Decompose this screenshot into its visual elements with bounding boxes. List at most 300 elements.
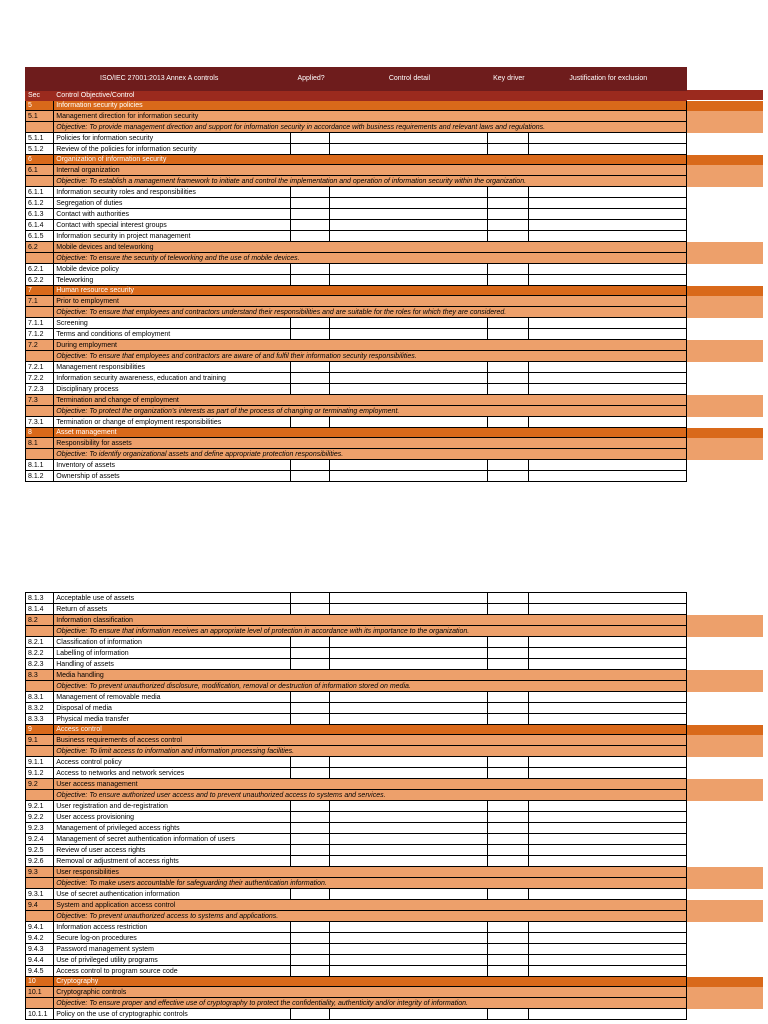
row-label: Disciplinary process bbox=[54, 384, 291, 395]
row-number: 9.4.5 bbox=[26, 966, 54, 977]
key-driver-cell[interactable] bbox=[488, 823, 528, 834]
justification-cell[interactable] bbox=[528, 198, 686, 209]
key-driver-cell[interactable] bbox=[488, 637, 528, 648]
applied-cell[interactable] bbox=[291, 637, 329, 648]
row-band-extension bbox=[687, 779, 763, 790]
subsection-row bbox=[26, 165, 687, 176]
row-number: 8.2 bbox=[26, 615, 54, 626]
subsection-row bbox=[26, 615, 687, 626]
row-number: 9.4.4 bbox=[26, 955, 54, 966]
key-driver-cell[interactable] bbox=[488, 955, 528, 966]
key-driver-cell[interactable] bbox=[488, 768, 528, 779]
justification-cell[interactable] bbox=[528, 417, 686, 428]
control-detail-cell[interactable] bbox=[329, 220, 487, 231]
justification-cell[interactable] bbox=[528, 604, 686, 615]
row-number: 8.1.3 bbox=[26, 593, 54, 604]
key-driver-cell[interactable] bbox=[488, 757, 528, 768]
key-driver-cell[interactable] bbox=[488, 714, 528, 725]
applied-cell[interactable] bbox=[291, 834, 329, 845]
row-number: 6.2.2 bbox=[26, 275, 54, 286]
justification-cell[interactable] bbox=[528, 648, 686, 659]
key-driver-cell[interactable] bbox=[488, 812, 528, 823]
row-number bbox=[26, 790, 54, 801]
control-row bbox=[26, 471, 687, 482]
control-row bbox=[26, 757, 687, 768]
control-row bbox=[26, 889, 687, 900]
row-label: Policy on the use of cryptographic controls bbox=[54, 1009, 291, 1020]
control-detail-cell[interactable] bbox=[329, 373, 487, 384]
key-driver-cell[interactable] bbox=[488, 417, 528, 428]
key-driver-cell[interactable] bbox=[488, 889, 528, 900]
header-key-driver: Key driver bbox=[488, 68, 528, 91]
control-detail-cell[interactable] bbox=[329, 362, 487, 373]
applied-cell[interactable] bbox=[291, 471, 329, 482]
row-label: Media handling bbox=[54, 670, 687, 681]
control-detail-cell[interactable] bbox=[329, 417, 487, 428]
control-row bbox=[26, 187, 687, 198]
objective-text: Objective: To ensure proper and effective use of cryptography to protect the confidentiality, authenticity and/or integrity of information. bbox=[54, 998, 687, 1009]
control-detail-cell[interactable] bbox=[329, 384, 487, 395]
justification-cell[interactable] bbox=[528, 264, 686, 275]
control-detail-cell[interactable] bbox=[329, 460, 487, 471]
objective-row bbox=[26, 351, 687, 362]
row-number bbox=[26, 351, 54, 362]
row-label: Access to networks and network services bbox=[54, 768, 291, 779]
table-subheader-row bbox=[26, 91, 687, 101]
control-row bbox=[26, 318, 687, 329]
control-detail-cell[interactable] bbox=[329, 823, 487, 834]
row-number: 6.2.1 bbox=[26, 264, 54, 275]
applied-cell[interactable] bbox=[291, 362, 329, 373]
objective-row bbox=[26, 878, 687, 889]
key-driver-cell[interactable] bbox=[488, 944, 528, 955]
row-band-extension bbox=[687, 340, 763, 351]
row-label: Removal or adjustment of access rights bbox=[54, 856, 291, 867]
justification-cell[interactable] bbox=[528, 593, 686, 604]
key-driver-cell[interactable] bbox=[488, 373, 528, 384]
row-number: 8.1 bbox=[26, 438, 54, 449]
control-row bbox=[26, 593, 687, 604]
control-detail-cell[interactable] bbox=[329, 471, 487, 482]
control-detail-cell[interactable] bbox=[329, 692, 487, 703]
applied-cell[interactable] bbox=[291, 220, 329, 231]
row-number: 6 bbox=[26, 155, 54, 165]
row-number: 7.3.1 bbox=[26, 417, 54, 428]
key-driver-cell[interactable] bbox=[488, 1009, 528, 1020]
row-label: Organization of information security bbox=[54, 155, 687, 165]
control-row bbox=[26, 460, 687, 471]
applied-cell[interactable] bbox=[291, 373, 329, 384]
objective-text: Objective: To ensure the security of teleworking and the use of mobile devices. bbox=[54, 253, 687, 264]
row-band-extension bbox=[687, 165, 763, 176]
row-number: 9.4.1 bbox=[26, 922, 54, 933]
applied-cell[interactable] bbox=[291, 966, 329, 977]
section-row bbox=[26, 428, 687, 438]
applied-cell[interactable] bbox=[291, 856, 329, 867]
objective-text: Objective: To prevent unauthorized disclosure, modification, removal or destruction of information stored on media. bbox=[54, 681, 687, 692]
control-detail-cell[interactable] bbox=[329, 966, 487, 977]
justification-cell[interactable] bbox=[528, 757, 686, 768]
control-detail-cell[interactable] bbox=[329, 1009, 487, 1020]
control-row bbox=[26, 231, 687, 242]
applied-cell[interactable] bbox=[291, 801, 329, 812]
control-detail-cell[interactable] bbox=[329, 856, 487, 867]
row-label: Information classification bbox=[54, 615, 687, 626]
control-row bbox=[26, 812, 687, 823]
objective-text: Objective: To prevent unauthorized access to systems and applications. bbox=[54, 911, 687, 922]
control-detail-cell[interactable] bbox=[329, 231, 487, 242]
row-number bbox=[26, 681, 54, 692]
objective-row bbox=[26, 626, 687, 637]
row-band-extension bbox=[687, 122, 763, 133]
control-detail-cell[interactable] bbox=[329, 318, 487, 329]
control-row bbox=[26, 209, 687, 220]
row-number: 7.1.2 bbox=[26, 329, 54, 340]
applied-cell[interactable] bbox=[291, 460, 329, 471]
control-row bbox=[26, 373, 687, 384]
control-detail-cell[interactable] bbox=[329, 922, 487, 933]
header-control-detail: Control detail bbox=[329, 68, 487, 91]
applied-cell[interactable] bbox=[291, 144, 329, 155]
key-driver-cell[interactable] bbox=[488, 801, 528, 812]
row-number: 9.1.2 bbox=[26, 768, 54, 779]
control-row bbox=[26, 637, 687, 648]
key-driver-cell[interactable] bbox=[488, 856, 528, 867]
objective-text: Objective: To make users accountable for safeguarding their authentication information. bbox=[54, 878, 687, 889]
applied-cell[interactable] bbox=[291, 933, 329, 944]
control-detail-cell[interactable] bbox=[329, 889, 487, 900]
row-label: Human resource security bbox=[54, 286, 687, 296]
justification-cell[interactable] bbox=[528, 834, 686, 845]
key-driver-cell[interactable] bbox=[488, 209, 528, 220]
applied-cell[interactable] bbox=[291, 231, 329, 242]
applied-cell[interactable] bbox=[291, 955, 329, 966]
control-detail-cell[interactable] bbox=[329, 659, 487, 670]
control-detail-cell[interactable] bbox=[329, 604, 487, 615]
row-band-extension bbox=[687, 998, 763, 1009]
control-row bbox=[26, 692, 687, 703]
key-driver-cell[interactable] bbox=[488, 966, 528, 977]
applied-cell[interactable] bbox=[291, 812, 329, 823]
control-detail-cell[interactable] bbox=[329, 834, 487, 845]
applied-cell[interactable] bbox=[291, 318, 329, 329]
key-driver-cell[interactable] bbox=[488, 834, 528, 845]
control-row bbox=[26, 845, 687, 856]
header-title: ISO/IEC 27001:2013 Annex A controls bbox=[26, 68, 291, 91]
row-label: Business requirements of access control bbox=[54, 735, 687, 746]
row-band-extension bbox=[687, 670, 763, 681]
applied-cell[interactable] bbox=[291, 384, 329, 395]
key-driver-cell[interactable] bbox=[488, 264, 528, 275]
row-number: 9.2.2 bbox=[26, 812, 54, 823]
justification-cell[interactable] bbox=[528, 460, 686, 471]
annex-a-table-page-1 bbox=[25, 67, 687, 482]
control-detail-cell[interactable] bbox=[329, 187, 487, 198]
section-row bbox=[26, 725, 687, 735]
row-label: Information access restriction bbox=[54, 922, 291, 933]
row-number: 9 bbox=[26, 725, 54, 735]
control-detail-cell[interactable] bbox=[329, 133, 487, 144]
key-driver-cell[interactable] bbox=[488, 220, 528, 231]
row-band-extension bbox=[687, 790, 763, 801]
justification-cell[interactable] bbox=[528, 362, 686, 373]
control-detail-cell[interactable] bbox=[329, 714, 487, 725]
justification-cell[interactable] bbox=[528, 845, 686, 856]
control-detail-cell[interactable] bbox=[329, 144, 487, 155]
row-number: 8.3.3 bbox=[26, 714, 54, 725]
control-row bbox=[26, 264, 687, 275]
applied-cell[interactable] bbox=[291, 944, 329, 955]
applied-cell[interactable] bbox=[291, 417, 329, 428]
control-detail-cell[interactable] bbox=[329, 757, 487, 768]
justification-cell[interactable] bbox=[528, 944, 686, 955]
applied-cell[interactable] bbox=[291, 845, 329, 856]
justification-cell[interactable] bbox=[528, 856, 686, 867]
row-number bbox=[26, 307, 54, 318]
control-row bbox=[26, 329, 687, 340]
justification-cell[interactable] bbox=[528, 966, 686, 977]
control-detail-cell[interactable] bbox=[329, 264, 487, 275]
justification-cell[interactable] bbox=[528, 889, 686, 900]
justification-cell[interactable] bbox=[528, 714, 686, 725]
control-detail-cell[interactable] bbox=[329, 648, 487, 659]
justification-cell[interactable] bbox=[528, 703, 686, 714]
row-label: Access control bbox=[54, 725, 687, 735]
row-number bbox=[26, 122, 54, 133]
row-number: 9.2.5 bbox=[26, 845, 54, 856]
justification-cell[interactable] bbox=[528, 187, 686, 198]
row-label: Disposal of media bbox=[54, 703, 291, 714]
section-row bbox=[26, 101, 687, 111]
control-row bbox=[26, 648, 687, 659]
justification-cell[interactable] bbox=[528, 275, 686, 286]
objective-text: Objective: To protect the organization's interests as part of the process of changing or terminating employment. bbox=[54, 406, 687, 417]
control-detail-cell[interactable] bbox=[329, 209, 487, 220]
objective-row bbox=[26, 911, 687, 922]
control-detail-cell[interactable] bbox=[329, 703, 487, 714]
applied-cell[interactable] bbox=[291, 133, 329, 144]
control-detail-cell[interactable] bbox=[329, 198, 487, 209]
row-label: Use of privileged utility programs bbox=[54, 955, 291, 966]
row-label: Management direction for information security bbox=[54, 111, 687, 122]
subsection-row bbox=[26, 395, 687, 406]
row-number: 6.1.2 bbox=[26, 198, 54, 209]
applied-cell[interactable] bbox=[291, 209, 329, 220]
row-number: 8.3 bbox=[26, 670, 54, 681]
applied-cell[interactable] bbox=[291, 264, 329, 275]
applied-cell[interactable] bbox=[291, 187, 329, 198]
row-band-extension bbox=[687, 449, 763, 460]
applied-cell[interactable] bbox=[291, 889, 329, 900]
key-driver-cell[interactable] bbox=[488, 703, 528, 714]
row-number bbox=[26, 253, 54, 264]
row-number bbox=[26, 998, 54, 1009]
justification-cell[interactable] bbox=[528, 637, 686, 648]
justification-cell[interactable] bbox=[528, 922, 686, 933]
applied-cell[interactable] bbox=[291, 768, 329, 779]
applied-cell[interactable] bbox=[291, 1009, 329, 1020]
justification-cell[interactable] bbox=[528, 231, 686, 242]
key-driver-cell[interactable] bbox=[488, 648, 528, 659]
control-detail-cell[interactable] bbox=[329, 768, 487, 779]
subheader-sec: Sec bbox=[26, 91, 54, 101]
row-label: Responsibility for assets bbox=[54, 438, 687, 449]
objective-text: Objective: To ensure that employees and contractors are aware of and fulfil their information security responsibilities. bbox=[54, 351, 687, 362]
justification-cell[interactable] bbox=[528, 133, 686, 144]
key-driver-cell[interactable] bbox=[488, 144, 528, 155]
table-header-row bbox=[26, 68, 687, 91]
objective-row bbox=[26, 122, 687, 133]
control-detail-cell[interactable] bbox=[329, 955, 487, 966]
control-detail-cell[interactable] bbox=[329, 812, 487, 823]
justification-cell[interactable] bbox=[528, 209, 686, 220]
control-row bbox=[26, 922, 687, 933]
key-driver-cell[interactable] bbox=[488, 133, 528, 144]
justification-cell[interactable] bbox=[528, 823, 686, 834]
key-driver-cell[interactable] bbox=[488, 593, 528, 604]
justification-cell[interactable] bbox=[528, 768, 686, 779]
subsection-row bbox=[26, 900, 687, 911]
row-number: 8.1.2 bbox=[26, 471, 54, 482]
justification-cell[interactable] bbox=[528, 801, 686, 812]
objective-row bbox=[26, 998, 687, 1009]
row-band-extension bbox=[687, 977, 763, 987]
applied-cell[interactable] bbox=[291, 198, 329, 209]
row-number bbox=[26, 878, 54, 889]
row-number: 9.3 bbox=[26, 867, 54, 878]
key-driver-cell[interactable] bbox=[488, 198, 528, 209]
justification-cell[interactable] bbox=[528, 659, 686, 670]
row-number: 9.2.4 bbox=[26, 834, 54, 845]
justification-cell[interactable] bbox=[528, 471, 686, 482]
control-detail-cell[interactable] bbox=[329, 637, 487, 648]
row-number bbox=[26, 176, 54, 187]
justification-cell[interactable] bbox=[528, 812, 686, 823]
applied-cell[interactable] bbox=[291, 659, 329, 670]
justification-cell[interactable] bbox=[528, 318, 686, 329]
row-label: Contact with special interest groups bbox=[54, 220, 291, 231]
applied-cell[interactable] bbox=[291, 922, 329, 933]
control-detail-cell[interactable] bbox=[329, 944, 487, 955]
row-number: 8.3.1 bbox=[26, 692, 54, 703]
objective-row bbox=[26, 176, 687, 187]
justification-cell[interactable] bbox=[528, 933, 686, 944]
control-detail-cell[interactable] bbox=[329, 275, 487, 286]
key-driver-cell[interactable] bbox=[488, 460, 528, 471]
applied-cell[interactable] bbox=[291, 329, 329, 340]
justification-cell[interactable] bbox=[528, 384, 686, 395]
row-band-extension bbox=[687, 746, 763, 757]
applied-cell[interactable] bbox=[291, 648, 329, 659]
objective-text: Objective: To ensure that information receives an appropriate level of protection in accordance with its importance to the organization. bbox=[54, 626, 687, 637]
row-label: Ownership of assets bbox=[54, 471, 291, 482]
applied-cell[interactable] bbox=[291, 703, 329, 714]
key-driver-cell[interactable] bbox=[488, 318, 528, 329]
applied-cell[interactable] bbox=[291, 757, 329, 768]
key-driver-cell[interactable] bbox=[488, 933, 528, 944]
applied-cell[interactable] bbox=[291, 714, 329, 725]
key-driver-cell[interactable] bbox=[488, 922, 528, 933]
key-driver-cell[interactable] bbox=[488, 471, 528, 482]
row-label: Classification of information bbox=[54, 637, 291, 648]
row-band-extension bbox=[687, 681, 763, 692]
row-number: 8.1.4 bbox=[26, 604, 54, 615]
key-driver-cell[interactable] bbox=[488, 275, 528, 286]
applied-cell[interactable] bbox=[291, 823, 329, 834]
applied-cell[interactable] bbox=[291, 604, 329, 615]
justification-cell[interactable] bbox=[528, 692, 686, 703]
justification-cell[interactable] bbox=[528, 329, 686, 340]
row-number bbox=[26, 626, 54, 637]
justification-cell[interactable] bbox=[528, 144, 686, 155]
row-number: 9.2.6 bbox=[26, 856, 54, 867]
row-label: Segregation of duties bbox=[54, 198, 291, 209]
subsection-row bbox=[26, 779, 687, 790]
row-label: Labelling of information bbox=[54, 648, 291, 659]
key-driver-cell[interactable] bbox=[488, 604, 528, 615]
row-band-extension bbox=[687, 351, 763, 362]
control-detail-cell[interactable] bbox=[329, 329, 487, 340]
row-band-extension bbox=[687, 626, 763, 637]
key-driver-cell[interactable] bbox=[488, 329, 528, 340]
row-band-extension bbox=[687, 735, 763, 746]
subsection-row bbox=[26, 735, 687, 746]
justification-cell[interactable] bbox=[528, 1009, 686, 1020]
key-driver-cell[interactable] bbox=[488, 659, 528, 670]
row-label: User access provisioning bbox=[54, 812, 291, 823]
row-number: 5.1.2 bbox=[26, 144, 54, 155]
row-number: 6.1.4 bbox=[26, 220, 54, 231]
row-number: 10.1.1 bbox=[26, 1009, 54, 1020]
control-detail-cell[interactable] bbox=[329, 801, 487, 812]
applied-cell[interactable] bbox=[291, 593, 329, 604]
applied-cell[interactable] bbox=[291, 692, 329, 703]
key-driver-cell[interactable] bbox=[488, 845, 528, 856]
key-driver-cell[interactable] bbox=[488, 692, 528, 703]
row-label: Management of secret authentication information of users bbox=[54, 834, 291, 845]
row-band-extension bbox=[687, 428, 763, 438]
row-number: 7 bbox=[26, 286, 54, 296]
row-label: Use of secret authentication information bbox=[54, 889, 291, 900]
control-row bbox=[26, 362, 687, 373]
row-number: 8.2.2 bbox=[26, 648, 54, 659]
key-driver-cell[interactable] bbox=[488, 384, 528, 395]
control-detail-cell[interactable] bbox=[329, 933, 487, 944]
objective-row bbox=[26, 681, 687, 692]
justification-cell[interactable] bbox=[528, 955, 686, 966]
justification-cell[interactable] bbox=[528, 373, 686, 384]
control-detail-cell[interactable] bbox=[329, 593, 487, 604]
key-driver-cell[interactable] bbox=[488, 362, 528, 373]
key-driver-cell[interactable] bbox=[488, 231, 528, 242]
row-number: 8.3.2 bbox=[26, 703, 54, 714]
key-driver-cell[interactable] bbox=[488, 187, 528, 198]
row-label: Access control to program source code bbox=[54, 966, 291, 977]
row-label: Management of removable media bbox=[54, 692, 291, 703]
applied-cell[interactable] bbox=[291, 275, 329, 286]
justification-cell[interactable] bbox=[528, 220, 686, 231]
row-label: Terms and conditions of employment bbox=[54, 329, 291, 340]
objective-text: Objective: To provide management direction and support for information security in accordance with business requirements and relevant laws and regulations. bbox=[54, 122, 687, 133]
objective-text: Objective: To identify organizational assets and define appropriate protection responsibilities. bbox=[54, 449, 687, 460]
row-label: Internal organization bbox=[54, 165, 687, 176]
row-label: Screening bbox=[54, 318, 291, 329]
subsection-row bbox=[26, 987, 687, 998]
control-detail-cell[interactable] bbox=[329, 845, 487, 856]
row-number bbox=[26, 911, 54, 922]
control-row bbox=[26, 933, 687, 944]
control-row bbox=[26, 955, 687, 966]
